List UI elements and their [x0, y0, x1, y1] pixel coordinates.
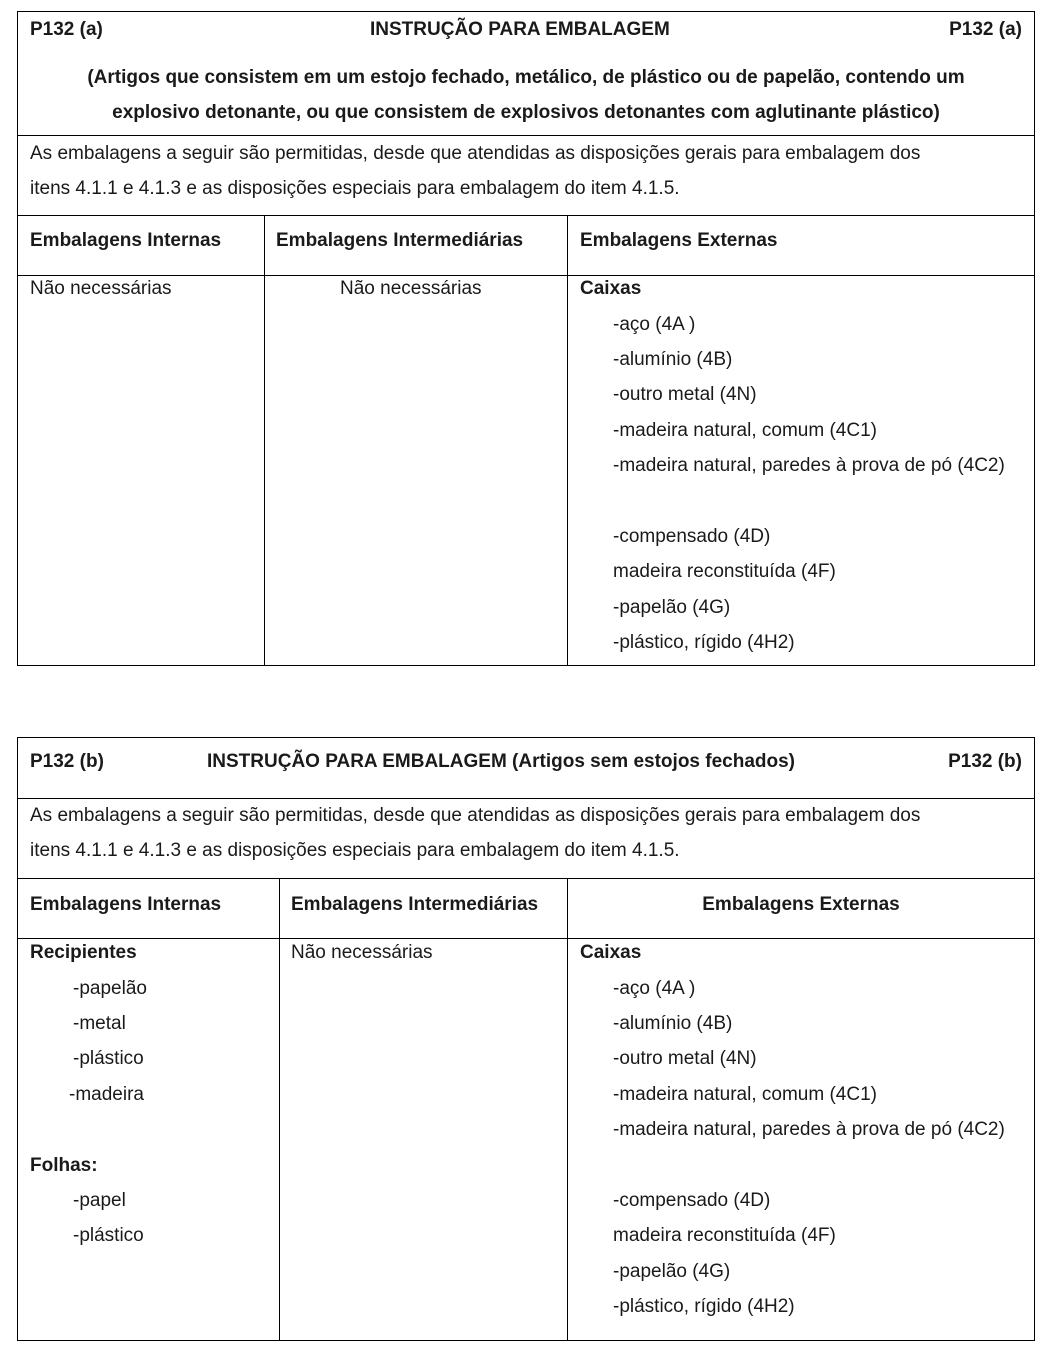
- column-header-outer: Embalagens Externas: [580, 230, 778, 251]
- intro-text-line-2: itens 4.1.1 e 4.1.3 e as disposições especiais para embalagem do item 4.1.5.: [30, 840, 680, 861]
- instruction-title: INSTRUÇÃO PARA EMBALAGEM: [370, 19, 670, 40]
- column-header-inner: Embalagens Internas: [30, 894, 222, 915]
- instruction-title-rest: (Artigos sem estojos fechados): [506, 751, 796, 772]
- outer-packaging-item: -madeira natural, comum (4C1): [613, 420, 877, 441]
- row-divider: [18, 135, 1034, 136]
- intermediate-packaging-value: Não necessárias: [340, 278, 482, 299]
- inner-packaging-heading: Folhas:: [30, 1155, 98, 1176]
- outer-packaging-item: -plástico, rígido (4H2): [613, 1296, 795, 1317]
- outer-packaging-item: -aço (4A ): [613, 978, 696, 999]
- column-divider: [264, 215, 265, 665]
- inner-packaging-item: -plástico: [73, 1048, 144, 1069]
- column-divider: [567, 215, 568, 665]
- row-divider: [18, 878, 1034, 879]
- column-header-outer: Embalagens Externas: [702, 894, 900, 915]
- outer-packaging-item: -papelão (4G): [613, 1261, 731, 1282]
- intro-text-line-1: As embalagens a seguir são permitidas, desde que atendidas as disposições gerais para embalagem dos: [30, 143, 921, 164]
- intro-text-line-2: itens 4.1.1 e 4.1.3 e as disposições especiais para embalagem do item 4.1.5.: [30, 178, 680, 199]
- inner-packaging-heading: Recipientes: [30, 942, 137, 963]
- outer-packaging-item: -outro metal (4N): [613, 384, 757, 405]
- inner-packaging-value: Não necessárias: [30, 278, 172, 299]
- outer-packaging-item: -papelão (4G): [613, 597, 731, 618]
- instruction-code-left: P132 (a): [30, 19, 103, 40]
- inner-packaging-item: -plástico: [73, 1225, 144, 1246]
- outer-packaging-item: -alumínio (4B): [613, 349, 733, 370]
- inner-packaging-item: -metal: [73, 1013, 126, 1034]
- instruction-code-left: P132 (b): [30, 751, 104, 772]
- outer-packaging-item: madeira reconstituída (4F): [613, 1225, 836, 1246]
- instruction-code-right: P132 (b): [948, 751, 1022, 772]
- row-divider: [18, 938, 1034, 939]
- outer-packaging-item: -compensado (4D): [613, 526, 771, 547]
- instruction-subtitle-line-2: explosivo detonante, ou que consistem de explosivos detonantes com aglutinante plástico): [112, 102, 940, 123]
- outer-packaging-item: -madeira natural, paredes à prova de pó (4C2): [613, 1119, 1005, 1140]
- intro-text-line-1: As embalagens a seguir são permitidas, desde que atendidas as disposições gerais para embalagem dos: [30, 805, 921, 826]
- outer-packaging-item: madeira reconstituída (4F): [613, 561, 836, 582]
- packing-instruction-table-b: [17, 737, 1035, 1341]
- column-header-inner: Embalagens Internas: [30, 230, 222, 251]
- row-divider: [18, 275, 1034, 276]
- inner-packaging-item: -papelão: [73, 978, 147, 999]
- outer-packaging-heading: Caixas: [580, 942, 642, 963]
- packing-instruction-table-a: [17, 11, 1035, 666]
- instruction-title-bold: INSTRUÇÃO PARA EMBALAGEM: [207, 751, 507, 772]
- outer-packaging-item: -plástico, rígido (4H2): [613, 632, 795, 653]
- intermediate-packaging-value: Não necessárias: [291, 942, 433, 963]
- row-divider: [18, 798, 1034, 799]
- column-header-intermediate: Embalagens Intermediárias: [276, 230, 524, 251]
- column-header-intermediate: Embalagens Intermediárias: [291, 894, 539, 915]
- column-divider: [567, 878, 568, 1340]
- outer-packaging-item: -outro metal (4N): [613, 1048, 757, 1069]
- outer-packaging-heading: Caixas: [580, 278, 642, 299]
- outer-packaging-item: -alumínio (4B): [613, 1013, 733, 1034]
- inner-packaging-item: -papel: [73, 1190, 126, 1211]
- column-divider: [279, 878, 280, 1340]
- inner-packaging-item: -madeira: [69, 1084, 144, 1105]
- instruction-title: [207, 751, 795, 773]
- outer-packaging-item: -compensado (4D): [613, 1190, 771, 1211]
- instruction-code-right: P132 (a): [949, 19, 1022, 40]
- outer-packaging-item: -madeira natural, paredes à prova de pó (4C2): [613, 455, 1005, 476]
- row-divider: [18, 215, 1034, 216]
- outer-packaging-item: -madeira natural, comum (4C1): [613, 1084, 877, 1105]
- instruction-subtitle-line-1: (Artigos que consistem em um estojo fechado, metálico, de plástico ou de papelão, contendo um: [87, 67, 965, 88]
- outer-packaging-item: -aço (4A ): [613, 314, 696, 335]
